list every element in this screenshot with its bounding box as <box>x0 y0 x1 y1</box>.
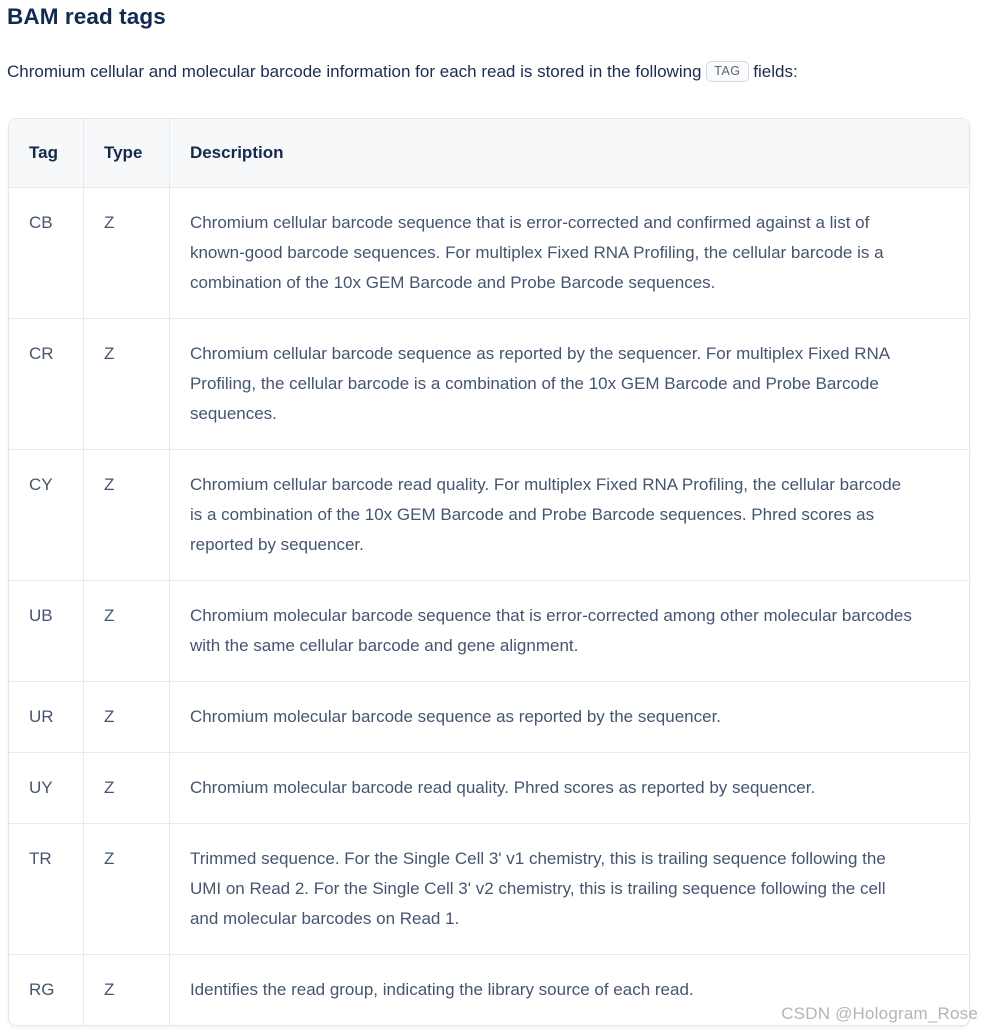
type-cell: Z <box>83 319 169 450</box>
table-header <box>9 119 969 188</box>
tag-cell: RG <box>29 980 55 999</box>
table-row <box>9 581 969 682</box>
page-title: BAM read tags <box>7 4 166 29</box>
table-row <box>9 753 969 824</box>
column-header-type: Type <box>83 119 169 188</box>
description-cell: Chromium cellular barcode sequence that is error-corrected and confirmed against a list of known-good barcode sequences. For multiplex Fixed RNA Profiling, the cellular barcode is a combination of the 10x GEM Barcode and Probe Barcode sequences. <box>169 188 969 319</box>
tag-cell: UY <box>9 753 83 824</box>
intro-text-after: fields: <box>753 62 798 81</box>
description-cell: Chromium molecular barcode read quality. Phred scores as reported by sequencer. <box>169 753 969 824</box>
table-row <box>9 450 969 581</box>
description-cell: Chromium molecular barcode sequence as reported by the sequencer. <box>169 682 969 753</box>
type-cell: Z <box>83 581 169 682</box>
tag-cell: CB <box>9 188 83 319</box>
table-row <box>9 682 969 753</box>
table-row <box>9 188 969 319</box>
table-header-row <box>9 119 969 188</box>
tag-code-chip: TAG <box>706 61 748 82</box>
description-cell: Chromium cellular barcode sequence as reported by the sequencer. For multiplex Fixed RNA Profiling, the cellular barcode is a combination of the 10x GEM Barcode and Probe Barcode sequences. <box>169 319 969 450</box>
watermark: CSDN @Hologram_Rose <box>781 1004 978 1023</box>
intro-paragraph <box>7 60 970 84</box>
table-row <box>9 319 969 450</box>
bam-read-tags-table <box>8 118 970 1026</box>
type-cell: Z <box>83 188 169 319</box>
column-header-tag: Tag <box>9 119 83 188</box>
type-cell: Z <box>83 682 169 753</box>
intro-text-before: Chromium cellular and molecular barcode information for each read is stored in the following <box>7 62 702 81</box>
tag-cell: UB <box>9 581 83 682</box>
tag-cell: UR <box>9 682 83 753</box>
type-cell: Z <box>83 824 169 955</box>
type-cell: Z <box>83 955 169 1025</box>
tag-cell: CY <box>9 450 83 581</box>
description-cell: Chromium cellular barcode read quality. For multiplex Fixed RNA Profiling, the cellular barcode is a combination of the 10x GEM Barcode and Probe Barcode sequences. Phred scores as reported by sequencer. <box>169 450 969 581</box>
tag-cell: CR <box>9 319 83 450</box>
column-header-description: Description <box>169 119 969 188</box>
description-cell: Chromium molecular barcode sequence that is error-corrected among other molecular barcodes with the same cellular barcode and gene alignment. <box>169 581 969 682</box>
table-row <box>9 824 969 955</box>
description-cell: Identifies the read group, indicating the library source of each read. <box>169 955 969 1025</box>
tag-cell: TR <box>9 824 83 955</box>
description-cell: Trimmed sequence. For the Single Cell 3' v1 chemistry, this is trailing sequence following the UMI on Read 2. For the Single Cell 3' v2 chemistry, this is trailing sequence following the cell and molecular barcodes on Read 1. <box>169 824 969 955</box>
type-cell: Z <box>83 753 169 824</box>
type-cell: Z <box>83 450 169 581</box>
table-body <box>9 188 969 1025</box>
